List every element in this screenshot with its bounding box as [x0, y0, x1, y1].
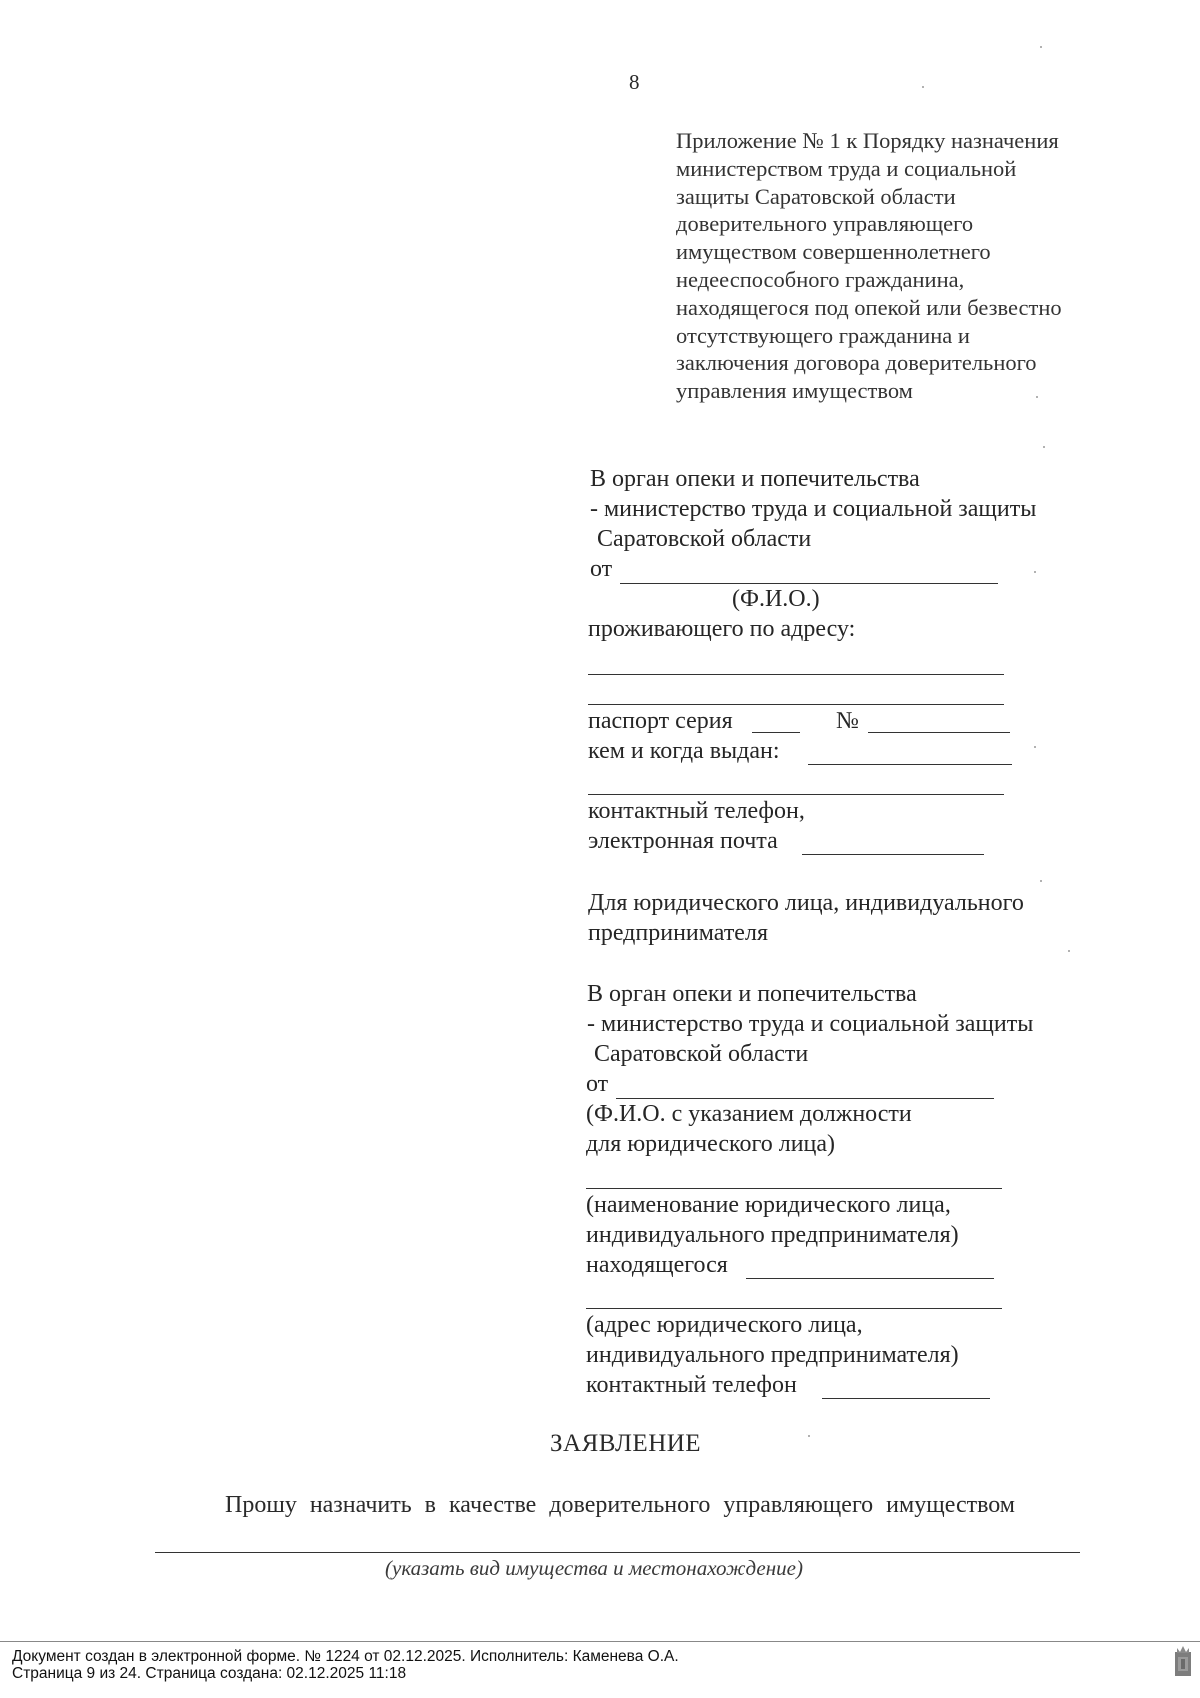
appendix-line: доверительного управляющего [676, 211, 974, 237]
passport-issued-label: кем и когда выдан: [588, 738, 780, 764]
appendix-header [676, 127, 1116, 405]
scan-speck [1034, 571, 1036, 573]
page-number: 8 [629, 70, 640, 94]
legal-located-field-2 [586, 1308, 1002, 1309]
legal-fio-caption-line2: для юридического лица) [586, 1131, 836, 1157]
legal-address-caption-line2: индивидуального предпринимателя) [586, 1342, 959, 1368]
appendix-line: находящегося под опекой или безвестно [676, 294, 1062, 320]
individual-to-line2: - министерство труда и социальной защиты [590, 496, 1037, 522]
appendix-line: министерством труда и социальной [676, 155, 1017, 181]
appendix-line: имуществом совершеннолетнего [676, 239, 991, 265]
legal-to-line2: - министерство труда и социальной защиты [587, 1011, 1034, 1037]
property-hint: (указать вид имущества и местонахождение) [385, 1556, 803, 1580]
statement-request-text: Прошу назначить в качестве доверительного управляющего имуществом [225, 1492, 1015, 1518]
passport-number-field [868, 732, 1010, 733]
scan-speck [1043, 446, 1045, 448]
legal-phone-label: контактный телефон [586, 1372, 797, 1398]
legal-fio-caption-line1: (Ф.И.О. с указанием должности [586, 1101, 912, 1127]
individual-phone-label: контактный телефон, [588, 798, 805, 824]
scan-speck [1040, 46, 1042, 48]
legal-phone-field [822, 1398, 990, 1399]
individual-email-label: электронная почта [588, 828, 778, 854]
scan-speck [808, 1435, 810, 1437]
property-field [155, 1552, 1080, 1553]
scan-speck [1036, 396, 1038, 398]
appendix-line: отсутствующего гражданина и [676, 322, 970, 348]
legal-name-caption-line2: индивидуального предпринимателя) [586, 1222, 959, 1248]
passport-issued-field-2 [588, 794, 1004, 795]
individual-to-line1: В орган опеки и попечительства [590, 466, 920, 492]
footer-line2: Страница 9 из 24. Страница создана: 02.12.2025 11:18 [12, 1665, 407, 1682]
coat-of-arms-icon [1171, 1644, 1195, 1678]
passport-series-label: паспорт серия [588, 708, 733, 734]
legal-located-field [746, 1278, 994, 1279]
legal-heading-line2: предпринимателя [588, 920, 768, 946]
legal-name-caption-line1: (наименование юридического лица, [586, 1192, 951, 1218]
appendix-line: защиты Саратовской области [676, 183, 956, 209]
footer-line1: Документ создан в электронной форме. № 1224 от 02.12.2025. Исполнитель: Каменева О.А. [12, 1648, 679, 1665]
appendix-line: недееспособного гражданина, [676, 266, 965, 292]
statement-title: ЗАЯВЛЕНИЕ [550, 1430, 702, 1457]
individual-email-field [802, 854, 984, 855]
legal-name-field [586, 1188, 1002, 1189]
document-footer [12, 1648, 679, 1682]
legal-heading-line1: Для юридического лица, индивидуального [588, 890, 1024, 916]
legal-located-label: находящегося [586, 1252, 728, 1278]
scan-speck [1068, 950, 1070, 952]
individual-address-field-2 [588, 704, 1004, 705]
individual-fio-caption: (Ф.И.О.) [732, 586, 820, 612]
individual-address-field-1 [588, 674, 1004, 675]
appendix-line: управления имуществом [676, 378, 913, 404]
individual-from-label: от [590, 556, 613, 582]
legal-to-line1: В орган опеки и попечительства [587, 981, 917, 1007]
footer-divider [0, 1641, 1200, 1642]
appendix-line: Приложение № 1 к Порядку назначения [676, 128, 1059, 153]
legal-from-label: от [586, 1071, 609, 1097]
individual-address-label: проживающего по адресу: [588, 616, 856, 642]
scan-speck [1040, 880, 1042, 882]
legal-to-line3: Саратовской области [594, 1041, 809, 1067]
legal-address-caption-line1: (адрес юридического лица, [586, 1312, 863, 1338]
passport-series-field [752, 732, 800, 733]
passport-number-label: № [836, 708, 859, 734]
individual-to-line3: Саратовской области [597, 526, 812, 552]
scan-speck [922, 86, 924, 88]
passport-issued-field [808, 764, 1012, 765]
scan-speck [1034, 746, 1036, 748]
appendix-line: заключения договора доверительного [676, 350, 1037, 376]
